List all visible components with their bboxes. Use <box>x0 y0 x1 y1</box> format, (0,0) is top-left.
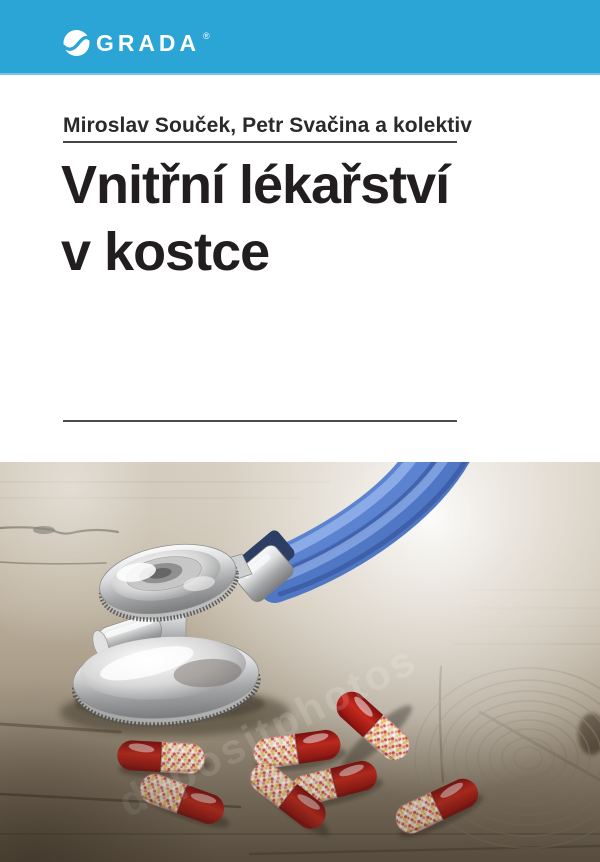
book-title <box>61 152 581 286</box>
author-underline <box>63 141 457 143</box>
author-line: Miroslav Souček, Petr Svačina a kolektiv <box>63 114 473 137</box>
publisher-header <box>0 0 600 75</box>
registered-mark: ® <box>203 31 210 41</box>
cover-photo-svg <box>0 462 600 862</box>
title-line-2: v kostce <box>61 222 270 282</box>
title-line-1: Vnitřní lékařství <box>61 155 450 215</box>
grada-logo <box>62 25 222 61</box>
cover-photo <box>0 462 600 862</box>
grada-ball-icon <box>64 30 90 56</box>
grada-wordmark: GRADA <box>96 30 200 56</box>
title-divider <box>63 420 457 422</box>
